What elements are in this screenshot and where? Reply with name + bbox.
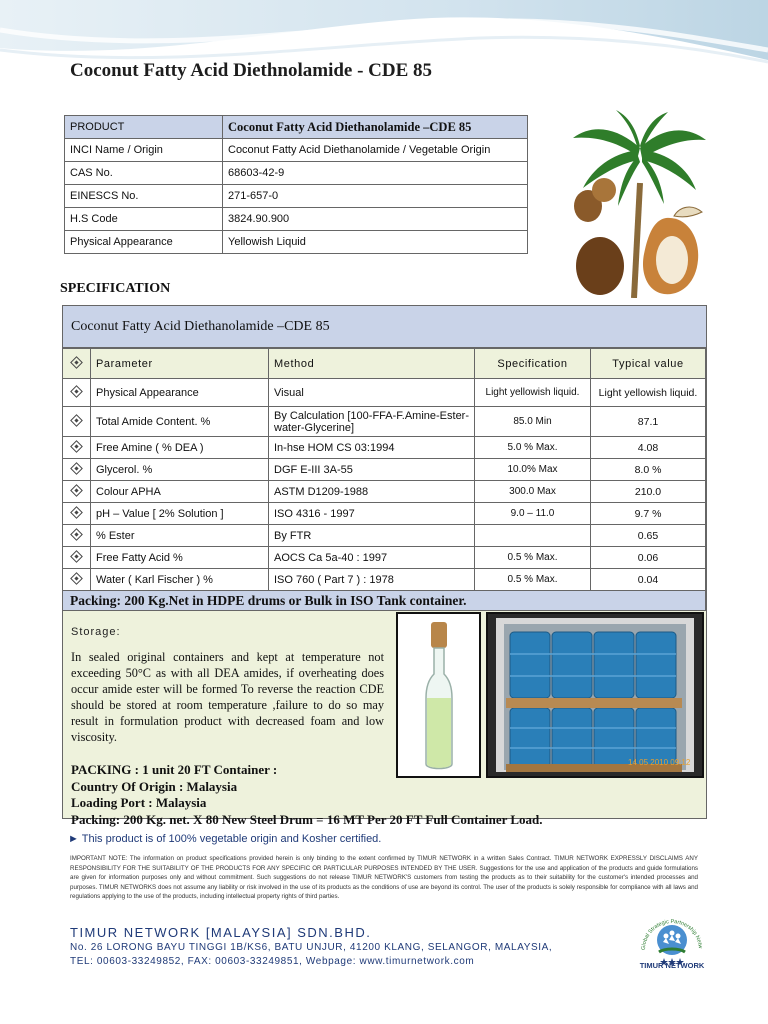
table-row — [63, 481, 706, 503]
info-key: INCI Name / Origin — [65, 139, 223, 162]
diamond-bullet-icon — [70, 414, 83, 427]
important-note: IMPORTANT NOTE: The information on product specifications provided herein is only binding to the extent confirmed by TIMUR NETWORK in a written Sales Contract. TIMUR NETWORK EXPRESSLY DISCLAIMS ANY RESPONSIBILITY FOR THE SUITABILITY OF THE PRODUCTS FOR ANY SPECIFIC OR PARTICULAR PURPOSES INTENDED BY THE USER. Suggestions for the use and application of the products and guide formulations are given for information purposes only and without commitment. Such suggestions do not release TIMUR NETWORK'S customers from testing the products as to their suitability for the customer's intended processes and purposes. TIMUR NETWORKS does not assume any liability or risk involved in the use of its products as the conditions of use are beyond its control. The user of the products is solely responsible for compliance with all laws and regulations applying to the use of the products, including intellectual property rights of third parties. — [70, 855, 698, 900]
method-cell: ASTM D1209-1988 — [269, 481, 475, 503]
table-row — [63, 503, 706, 525]
loading-port-line: Loading Port : Malaysia — [71, 795, 207, 810]
typical-cell: 210.0 — [591, 481, 706, 503]
bullet-icon-cell — [63, 569, 91, 591]
bullet-icon-cell — [63, 349, 91, 379]
typical-cell: 4.08 — [591, 437, 706, 459]
info-value: Coconut Fatty Acid Diethanolamide / Vegetable Origin — [223, 139, 528, 162]
parameter-cell: Colour APHA — [91, 481, 269, 503]
info-row — [65, 231, 528, 254]
bullet-icon-cell — [63, 547, 91, 569]
typical-cell: 8.0 % — [591, 459, 706, 481]
info-row — [65, 162, 528, 185]
typical-cell: Light yellowish liquid. — [591, 379, 706, 407]
info-row — [65, 139, 528, 162]
logo-arc-text: Global Strategic Partnership Netw — [640, 918, 704, 951]
specification-cell: 9.0 – 11.0 — [475, 503, 591, 525]
parameter-cell: % Ester — [91, 525, 269, 547]
table-row — [63, 407, 706, 437]
bullet-icon-cell — [63, 379, 91, 407]
specification-cell: 300.0 Max — [475, 481, 591, 503]
parameter-cell: Glycerol. % — [91, 459, 269, 481]
logo-company-name: TIMUR NETWORK — [639, 961, 705, 970]
bullet-icon-cell — [63, 525, 91, 547]
diamond-bullet-icon — [70, 572, 83, 585]
diamond-bullet-icon — [70, 356, 83, 369]
vegetable-origin-note: ► This product is of 100% vegetable origin and Kosher certified. — [68, 833, 382, 845]
parameter-cell: Free Fatty Acid % — [91, 547, 269, 569]
info-key: PRODUCT — [65, 116, 223, 139]
storage-text: In sealed original containers and kept at temperature not exceeding 50°C as with all DEA amides, if overheating does occur amide ester will be formed To reverse the reaction CDE should be stored at room temperature ,failure to do so may result in formulation product with decreased foam and low viscosity. — [71, 650, 384, 744]
steel-drums-container-photo — [486, 612, 704, 778]
method-cell: Visual — [269, 379, 475, 407]
bullet-icon-cell — [63, 407, 91, 437]
company-address-block — [70, 941, 552, 969]
info-value: Coconut Fatty Acid Diethanolamide –CDE 85 — [223, 116, 528, 139]
info-key: EINESCS No. — [65, 185, 223, 208]
bullet-icon-cell — [63, 503, 91, 525]
specification-title: Coconut Fatty Acid Diethanolamide –CDE 85 — [63, 306, 706, 348]
spec-header-row — [63, 349, 706, 379]
typical-cell: 0.65 — [591, 525, 706, 547]
col-header-method: Method — [269, 349, 475, 379]
specification-cell: Light yellowish liquid. — [475, 379, 591, 407]
method-cell: ISO 760 ( Part 7 ) : 1978 — [269, 569, 475, 591]
method-cell: By FTR — [269, 525, 475, 547]
info-key: CAS No. — [65, 162, 223, 185]
method-cell: In-hse HOM CS 03:1994 — [269, 437, 475, 459]
packing-load-line: Packing: 200 Kg. net. X 80 New Steel Drum = 16 MT Per 20 FT Full Container Load. — [71, 811, 543, 827]
table-row — [63, 379, 706, 407]
method-cell: ISO 4316 - 1997 — [269, 503, 475, 525]
typical-cell: 0.06 — [591, 547, 706, 569]
diamond-bullet-icon — [70, 550, 83, 563]
specification-cell: 5.0 % Max. — [475, 437, 591, 459]
info-value: 3824.90.900 — [223, 208, 528, 231]
specification-cell: 10.0% Max — [475, 459, 591, 481]
info-key: Physical Appearance — [65, 231, 223, 254]
table-row — [63, 437, 706, 459]
bullet-icon-cell — [63, 459, 91, 481]
info-value: 271-657-0 — [223, 185, 528, 208]
country-of-origin-line: Country Of Origin : Malaysia — [71, 778, 238, 794]
table-row — [63, 569, 706, 591]
parameter-cell: Water ( Karl Fischer ) % — [91, 569, 269, 591]
specification-cell — [475, 525, 591, 547]
method-cell: AOCS Ca 5a-40 : 1997 — [269, 547, 475, 569]
diamond-bullet-icon — [70, 528, 83, 541]
info-value: 68603-42-9 — [223, 162, 528, 185]
specification-cell: 0.5 % Max. — [475, 569, 591, 591]
packing-line: PACKING : 1 unit 20 FT Container : — [71, 762, 278, 777]
method-cell: DGF E-III 3A-55 — [269, 459, 475, 481]
company-contact: TEL: 00603-33249852, FAX: 00603-33249851, Webpage: www.timurnetwork.com — [70, 956, 475, 967]
parameter-cell: Total Amide Content. % — [91, 407, 269, 437]
table-row — [63, 547, 706, 569]
diamond-bullet-icon — [70, 440, 83, 453]
table-row — [63, 525, 706, 547]
parameter-cell: Physical Appearance — [91, 379, 269, 407]
col-header-parameter: Parameter — [91, 349, 269, 379]
col-header-typical: Typical value — [591, 349, 706, 379]
diamond-bullet-icon — [70, 385, 83, 398]
parameter-cell: Free Amine ( % DEA ) — [91, 437, 269, 459]
bullet-icon-cell — [63, 481, 91, 503]
typical-cell: 87.1 — [591, 407, 706, 437]
diamond-bullet-icon — [70, 462, 83, 475]
table-row — [63, 459, 706, 481]
parameter-cell: pH – Value [ 2% Solution ] — [91, 503, 269, 525]
specification-cell: 0.5 % Max. — [475, 547, 591, 569]
page-title: Coconut Fatty Acid Diethnolamide - CDE 85 — [70, 60, 433, 81]
info-value: Yellowish Liquid — [223, 231, 528, 254]
specification-heading: SPECIFICATION — [60, 281, 171, 296]
bullet-icon-cell — [63, 437, 91, 459]
packing-banner: Packing: 200 Kg.Net in HDPE drums or Bulk in ISO Tank container. — [62, 590, 706, 611]
company-name: TIMUR NETWORK [MALAYSIA] SDN.BHD. — [70, 925, 372, 940]
typical-cell: 9.7 % — [591, 503, 706, 525]
info-row — [65, 208, 528, 231]
info-key: H.S Code — [65, 208, 223, 231]
company-address: No. 26 LORONG BAYU TINGGI 1B/KS6, BATU UNJUR, 41200 KLANG, SELANGOR, MALAYSIA, — [70, 942, 553, 953]
method-cell: By Calculation [100-FFA-F.Amine-Ester-water-Glycerine] — [269, 407, 475, 437]
product-info-table — [64, 115, 528, 254]
col-header-specification: Specification — [475, 349, 591, 379]
specification-cell: 85.0 Min — [475, 407, 591, 437]
diamond-bullet-icon — [70, 484, 83, 497]
photo-timestamp: 14 05 2010 09:12 — [628, 758, 691, 767]
sample-bottle-photo — [396, 612, 481, 778]
info-row — [65, 185, 528, 208]
coconut-palm-illustration — [568, 108, 708, 298]
info-row — [65, 116, 528, 139]
specification-table — [62, 348, 706, 591]
storage-label: Storage: — [71, 626, 121, 638]
typical-cell: 0.04 — [591, 569, 706, 591]
diamond-bullet-icon — [70, 506, 83, 519]
